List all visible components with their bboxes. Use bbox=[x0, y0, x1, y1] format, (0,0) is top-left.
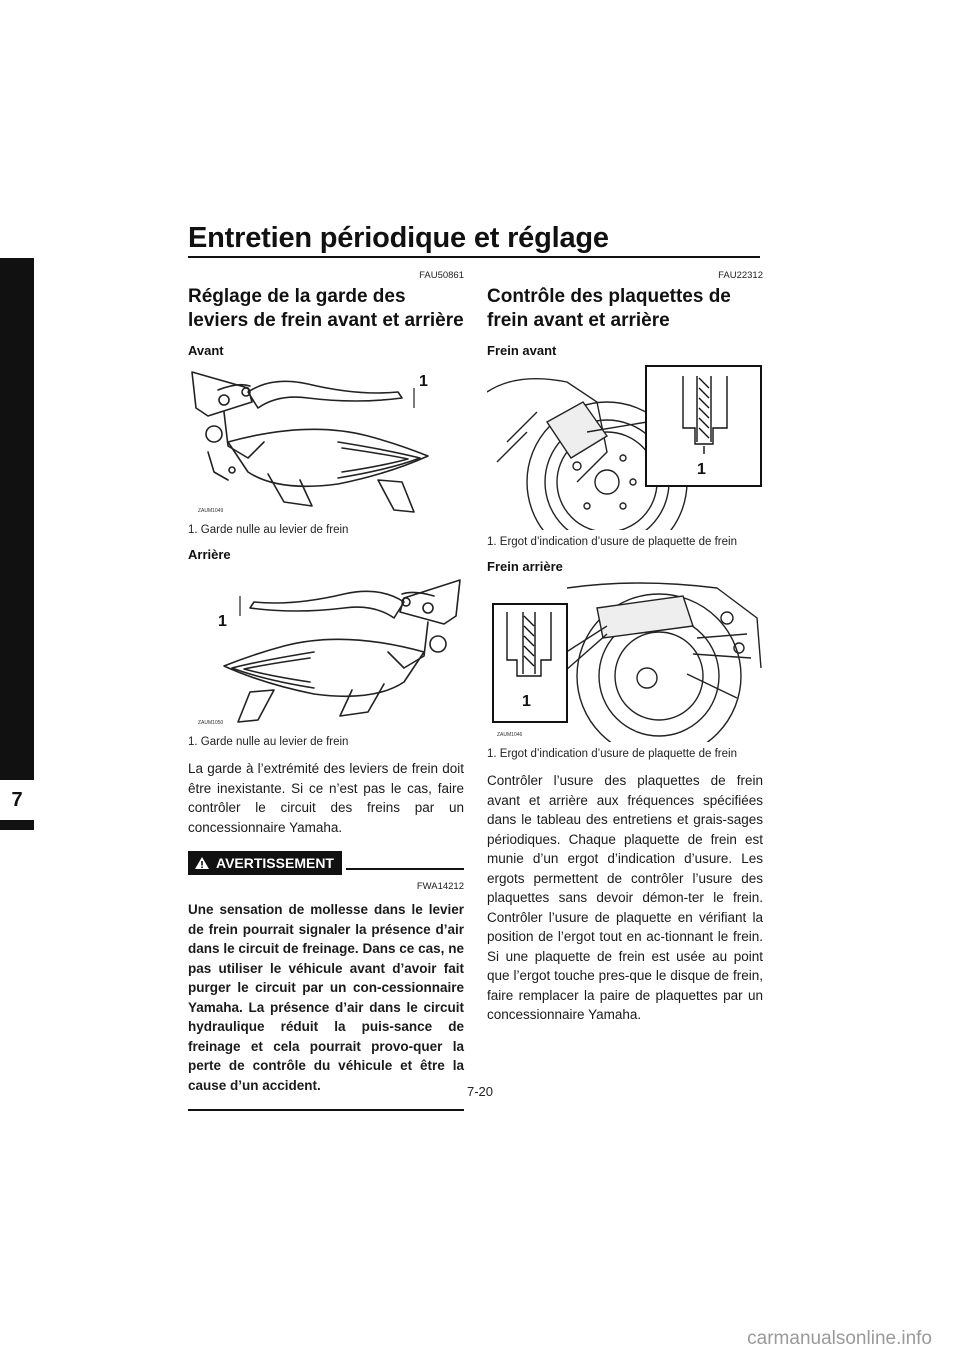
figure-callout-front: 1 bbox=[419, 373, 428, 390]
warning-label: AVERTISSEMENT bbox=[216, 855, 334, 871]
brake-pad-paragraph: Contrôler l’usure des plaquettes de frein avant et arrière aux fréquences spécifiées dans le tableau des entretiens et grais-sages périodiques. Chaque plaquette de frein est munie d’un ergot d’indication d’usure. Les ergots permettent de contrôler l’usure des plaquettes sans devoir démon-ter le frein. Contrôler l’usure de plaquette en vérifiant la position de l’ergot tout en ac-tionnant le frein. Si une plaquette de frein est usée au point que l’ergot touche pres-que le disque de frein, faire remplacer la paire de plaquettes par un concessionnaire Yamaha. bbox=[487, 773, 763, 1022]
subheading-rear-brake: Frein arrière bbox=[487, 559, 563, 574]
page-number: 7-20 bbox=[466, 1084, 494, 1099]
figure-caption-rear-brake: 1. Ergot d’indication d’usure de plaquette de frein bbox=[487, 748, 737, 760]
right-column bbox=[487, 270, 763, 1025]
figure-callout-front-brake: 1 bbox=[697, 461, 706, 478]
figure-caption-rear: 1. Garde nulle au levier de frein bbox=[188, 736, 349, 748]
figure-callout-rear: 1 bbox=[218, 613, 227, 630]
warning-code: FWA14212 bbox=[416, 881, 464, 892]
chapter-side-tab bbox=[0, 258, 34, 830]
section-heading: Réglage de la garde des leviers de frein avant et arrière bbox=[188, 286, 464, 331]
front-lever-illustration bbox=[188, 362, 464, 518]
subheading-rear: Arrière bbox=[188, 547, 231, 562]
lever-paragraph: La garde à l’extrémité des leviers de frein doit être inexistante. Si ce n’est pas le cas, faire contrôler le circuit des freins par un concessionnaire Yamaha. bbox=[188, 761, 464, 835]
front-brake-illustration bbox=[487, 362, 763, 530]
footer-watermark-url[interactable]: carmanualsonline.info bbox=[747, 1328, 932, 1349]
warning-text: Une sensation de mollesse dans le levier de frein pourrait signaler la présence d’air dans le circuit de freinage. Dans ce cas, ne pas utiliser le véhicule avant d’avoir fait purger le circuit par un con-cessionnaire Yamaha. La présence d’air dans le circuit hydraulique réduit la puis-sance de freinage et cela pourrait provo-quer la perte de contrôle du véhicule et être la cause d’un accident. bbox=[188, 902, 464, 1093]
figure-code: ZAUM1046 bbox=[497, 732, 523, 738]
section-heading: Contrôle des plaquettes de frein avant et arrière bbox=[487, 286, 731, 331]
front-brake-figure bbox=[487, 362, 763, 530]
figure-caption-front-brake: 1. Ergot d’indication d’usure de plaquette de frein bbox=[487, 536, 737, 548]
rear-lever-illustration bbox=[188, 566, 464, 730]
warning-end-rule bbox=[188, 1109, 464, 1111]
subheading-front: Avant bbox=[188, 343, 224, 358]
warning-header bbox=[188, 851, 464, 875]
section-code: FAU22312 bbox=[718, 270, 763, 281]
figure-code: ZAUM1049 bbox=[198, 508, 224, 514]
figure-caption-front: 1. Garde nulle au levier de frein bbox=[188, 524, 349, 536]
warning-rule bbox=[346, 868, 464, 870]
warning-badge bbox=[188, 851, 342, 875]
rear-brake-illustration bbox=[487, 578, 763, 742]
chapter-number: 7 bbox=[0, 780, 34, 820]
front-lever-figure bbox=[188, 362, 464, 518]
rear-brake-figure bbox=[487, 578, 763, 742]
title-rule bbox=[188, 256, 760, 258]
subheading-front-brake: Frein avant bbox=[487, 343, 557, 358]
page-title: Entretien périodique et réglage bbox=[188, 222, 609, 254]
rear-lever-figure bbox=[188, 566, 464, 730]
figure-code: ZAUM1050 bbox=[198, 720, 224, 726]
section-code: FAU50861 bbox=[419, 270, 464, 281]
warning-triangle-icon bbox=[194, 856, 210, 870]
left-column bbox=[188, 270, 464, 1111]
figure-callout-rear-brake: 1 bbox=[522, 693, 531, 710]
